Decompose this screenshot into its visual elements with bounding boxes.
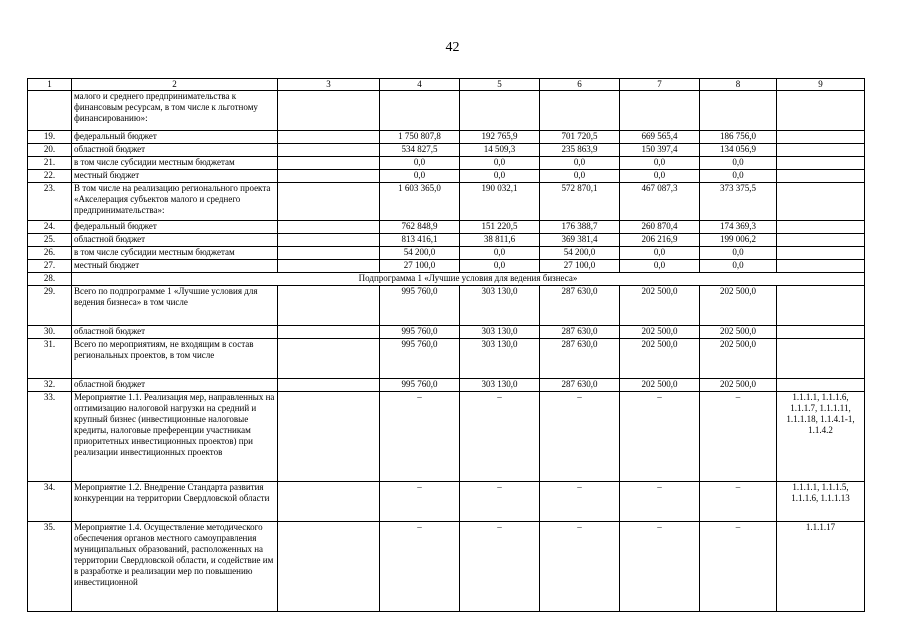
header-cell: 2 [72, 79, 278, 91]
table-cell: 0,0 [380, 157, 460, 170]
table-cell: 0,0 [700, 170, 777, 183]
table-cell: 303 130,0 [460, 286, 540, 326]
table-cell: – [700, 392, 777, 482]
table-cell [460, 91, 540, 131]
table-cell: 995 760,0 [380, 326, 460, 339]
table-cell: 186 756,0 [700, 131, 777, 144]
table-cell: 0,0 [540, 157, 620, 170]
table-cell: 287 630,0 [540, 326, 620, 339]
table-cell: – [540, 522, 620, 612]
table-cell: 190 032,1 [460, 183, 540, 221]
table-cell: 369 381,4 [540, 234, 620, 247]
table-cell: федеральный бюджет [72, 131, 278, 144]
table-row [28, 392, 865, 482]
table-cell [380, 91, 460, 131]
table-cell: – [460, 392, 540, 482]
table-cell: 202 500,0 [700, 379, 777, 392]
table-cell [777, 326, 865, 339]
table-cell: 35. [28, 522, 72, 612]
table-cell: 534 827,5 [380, 144, 460, 157]
table-cell: – [540, 392, 620, 482]
table-cell [278, 170, 380, 183]
table-cell: Мероприятие 1.2. Внедрение Стандарта развития конкуренции на территории Свердловской области [72, 482, 278, 522]
table-cell: 206 216,9 [620, 234, 700, 247]
table-cell: – [460, 522, 540, 612]
table-cell: – [540, 482, 620, 522]
table-cell: 31. [28, 339, 72, 379]
header-row [28, 79, 865, 91]
table-cell [278, 157, 380, 170]
table-row [28, 326, 865, 339]
table-cell [777, 157, 865, 170]
table-cell: Мероприятие 1.1. Реализация мер, направленных на оптимизацию налоговой нагрузки на средний и крупный бизнес (инвестиционные налоговые кредиты, налоговые преференции участникам приоритетных инвестиционных проектов) при реализации инвестиционных проектов [72, 392, 278, 482]
table-row [28, 221, 865, 234]
table-cell: 303 130,0 [460, 339, 540, 379]
table-cell [700, 91, 777, 131]
header-cell: 8 [700, 79, 777, 91]
table-cell: 202 500,0 [620, 286, 700, 326]
table-cell: – [700, 482, 777, 522]
table-cell: малого и среднего предпринимательства к финансовым ресурсам, в том числе к льготному финансированию»: [72, 91, 278, 131]
table-cell: 23. [28, 183, 72, 221]
table-cell: 202 500,0 [620, 339, 700, 379]
table-cell: 373 375,5 [700, 183, 777, 221]
table-cell: 202 500,0 [700, 339, 777, 379]
table-cell [278, 260, 380, 273]
table-cell: – [620, 392, 700, 482]
table-cell: 995 760,0 [380, 286, 460, 326]
table-cell [777, 247, 865, 260]
table-row [28, 91, 865, 131]
table-cell [777, 91, 865, 131]
table-row [28, 379, 865, 392]
table-row [28, 522, 865, 612]
table-cell: 26. [28, 247, 72, 260]
header-cell: 3 [278, 79, 380, 91]
table-cell: 199 006,2 [700, 234, 777, 247]
table-row [28, 339, 865, 379]
table-cell: 572 870,1 [540, 183, 620, 221]
table-cell: 0,0 [700, 247, 777, 260]
table-cell [777, 260, 865, 273]
header-cell: 9 [777, 79, 865, 91]
table-row [28, 247, 865, 260]
table-cell [278, 326, 380, 339]
table-cell [777, 286, 865, 326]
table-cell [278, 144, 380, 157]
table-cell: 0,0 [460, 247, 540, 260]
header-cell: 7 [620, 79, 700, 91]
table-row [28, 144, 865, 157]
table-cell: в том числе субсидии местным бюджетам [72, 157, 278, 170]
table-cell: 287 630,0 [540, 286, 620, 326]
header-cell: 5 [460, 79, 540, 91]
table-cell: 25. [28, 234, 72, 247]
table-cell: 20. [28, 144, 72, 157]
table-cell: – [380, 482, 460, 522]
table-cell: Всего по мероприятиям, не входящим в состав региональных проектов, в том числе [72, 339, 278, 379]
table-cell: Всего по подпрограмме 1 «Лучшие условия для ведения бизнеса» в том числе [72, 286, 278, 326]
table-cell: В том числе на реализацию регионального проекта «Акселерация субъектов малого и среднего предпринимательства»: [72, 183, 278, 221]
table-cell [278, 234, 380, 247]
table-row [28, 131, 865, 144]
budget-table [27, 78, 865, 612]
table-cell: 995 760,0 [380, 379, 460, 392]
table-cell [777, 170, 865, 183]
table-cell: 29. [28, 286, 72, 326]
table-cell: 0,0 [460, 157, 540, 170]
table-cell [278, 339, 380, 379]
table-cell: 24. [28, 221, 72, 234]
header-cell: 6 [540, 79, 620, 91]
table-cell: 0,0 [620, 157, 700, 170]
table-cell: 54 200,0 [380, 247, 460, 260]
table-cell: областной бюджет [72, 326, 278, 339]
table-cell: 14 509,3 [460, 144, 540, 157]
table-row [28, 157, 865, 170]
table-cell [278, 392, 380, 482]
table-cell [278, 286, 380, 326]
table-cell [278, 183, 380, 221]
table-cell: 27. [28, 260, 72, 273]
table-row [28, 286, 865, 326]
table-cell: 202 500,0 [620, 326, 700, 339]
table-cell: 669 565,4 [620, 131, 700, 144]
table-cell: 174 369,3 [700, 221, 777, 234]
table-cell: местный бюджет [72, 260, 278, 273]
table-cell: местный бюджет [72, 170, 278, 183]
header-cell: 4 [380, 79, 460, 91]
table-cell: – [460, 482, 540, 522]
table-cell [777, 339, 865, 379]
table-cell: 151 220,5 [460, 221, 540, 234]
table-cell: – [620, 522, 700, 612]
table-cell: 202 500,0 [700, 286, 777, 326]
table-cell [28, 91, 72, 131]
subprogram-title: Подпрограмма 1 «Лучшие условия для ведения бизнеса» [72, 273, 865, 286]
table-cell: 54 200,0 [540, 247, 620, 260]
table-cell: 202 500,0 [700, 326, 777, 339]
table-cell [278, 91, 380, 131]
table-cell: 303 130,0 [460, 326, 540, 339]
table-cell: – [700, 522, 777, 612]
table-cell [777, 234, 865, 247]
table-cell: 30. [28, 326, 72, 339]
table-cell: 1 603 365,0 [380, 183, 460, 221]
table-cell: 467 087,3 [620, 183, 700, 221]
table-row [28, 183, 865, 221]
table-cell: 303 130,0 [460, 379, 540, 392]
table-cell: 176 388,7 [540, 221, 620, 234]
table-cell: – [620, 482, 700, 522]
table-cell: 0,0 [620, 170, 700, 183]
table-cell [278, 379, 380, 392]
table-cell [278, 522, 380, 612]
table-cell: областной бюджет [72, 379, 278, 392]
table-cell: 0,0 [540, 170, 620, 183]
table-cell: 21. [28, 157, 72, 170]
table-cell [278, 482, 380, 522]
table-cell: 762 848,9 [380, 221, 460, 234]
table-cell: 27 100,0 [540, 260, 620, 273]
table-cell: 202 500,0 [620, 379, 700, 392]
table-cell: 0,0 [700, 157, 777, 170]
table-cell [777, 379, 865, 392]
table-cell: 38 811,6 [460, 234, 540, 247]
table-cell [777, 183, 865, 221]
table-cell: областной бюджет [72, 144, 278, 157]
table-cell [540, 91, 620, 131]
table-cell [278, 247, 380, 260]
table-cell: федеральный бюджет [72, 221, 278, 234]
table-cell: 995 760,0 [380, 339, 460, 379]
table-cell: 0,0 [460, 170, 540, 183]
table-cell: 1.1.1.1, 1.1.1.6, 1.1.1.7, 1.1.1.11, 1.1.1.18, 1.1.4.1-1, 1.1.4.2 [777, 392, 865, 482]
table-cell: 19. [28, 131, 72, 144]
table-cell: 813 416,1 [380, 234, 460, 247]
table-cell: 260 870,4 [620, 221, 700, 234]
table-row [28, 260, 865, 273]
table-cell: 287 630,0 [540, 379, 620, 392]
table-cell: 27 100,0 [380, 260, 460, 273]
table-cell [777, 131, 865, 144]
table-cell: 150 397,4 [620, 144, 700, 157]
table-cell: в том числе субсидии местным бюджетам [72, 247, 278, 260]
table-cell: 287 630,0 [540, 339, 620, 379]
table-row [28, 482, 865, 522]
table-cell: 32. [28, 379, 72, 392]
table-cell: Мероприятие 1.4. Осуществление методического обеспечения органов местного самоуправления муниципальных образований, расположенных на территории Свердловской области, и содействие им в разработке и реализации мер по повышению инвестиционной [72, 522, 278, 612]
table-cell: 0,0 [620, 260, 700, 273]
table-cell: 701 720,5 [540, 131, 620, 144]
table-cell: 33. [28, 392, 72, 482]
table-cell: 22. [28, 170, 72, 183]
table-cell: – [380, 522, 460, 612]
table-cell: 235 863,9 [540, 144, 620, 157]
table-cell: 0,0 [700, 260, 777, 273]
table-row [28, 170, 865, 183]
table-cell: – [380, 392, 460, 482]
header-cell: 1 [28, 79, 72, 91]
table-cell [777, 221, 865, 234]
table-cell [777, 144, 865, 157]
table-cell [278, 221, 380, 234]
page-number: 42 [445, 40, 460, 55]
table-cell: 134 056,9 [700, 144, 777, 157]
table-row [28, 234, 865, 247]
table-cell: 1.1.1.17 [777, 522, 865, 612]
subprogram-row [28, 273, 865, 286]
table-cell: 0,0 [620, 247, 700, 260]
table-cell: 0,0 [380, 170, 460, 183]
table-cell: 0,0 [460, 260, 540, 273]
table-cell: 1.1.1.1, 1.1.1.5, 1.1.1.6, 1.1.1.13 [777, 482, 865, 522]
table-cell: областной бюджет [72, 234, 278, 247]
table-cell: 34. [28, 482, 72, 522]
table-cell: 192 765,9 [460, 131, 540, 144]
table-cell [278, 131, 380, 144]
table-cell: 1 750 807,8 [380, 131, 460, 144]
table-cell: 28. [28, 273, 72, 286]
table-cell [620, 91, 700, 131]
